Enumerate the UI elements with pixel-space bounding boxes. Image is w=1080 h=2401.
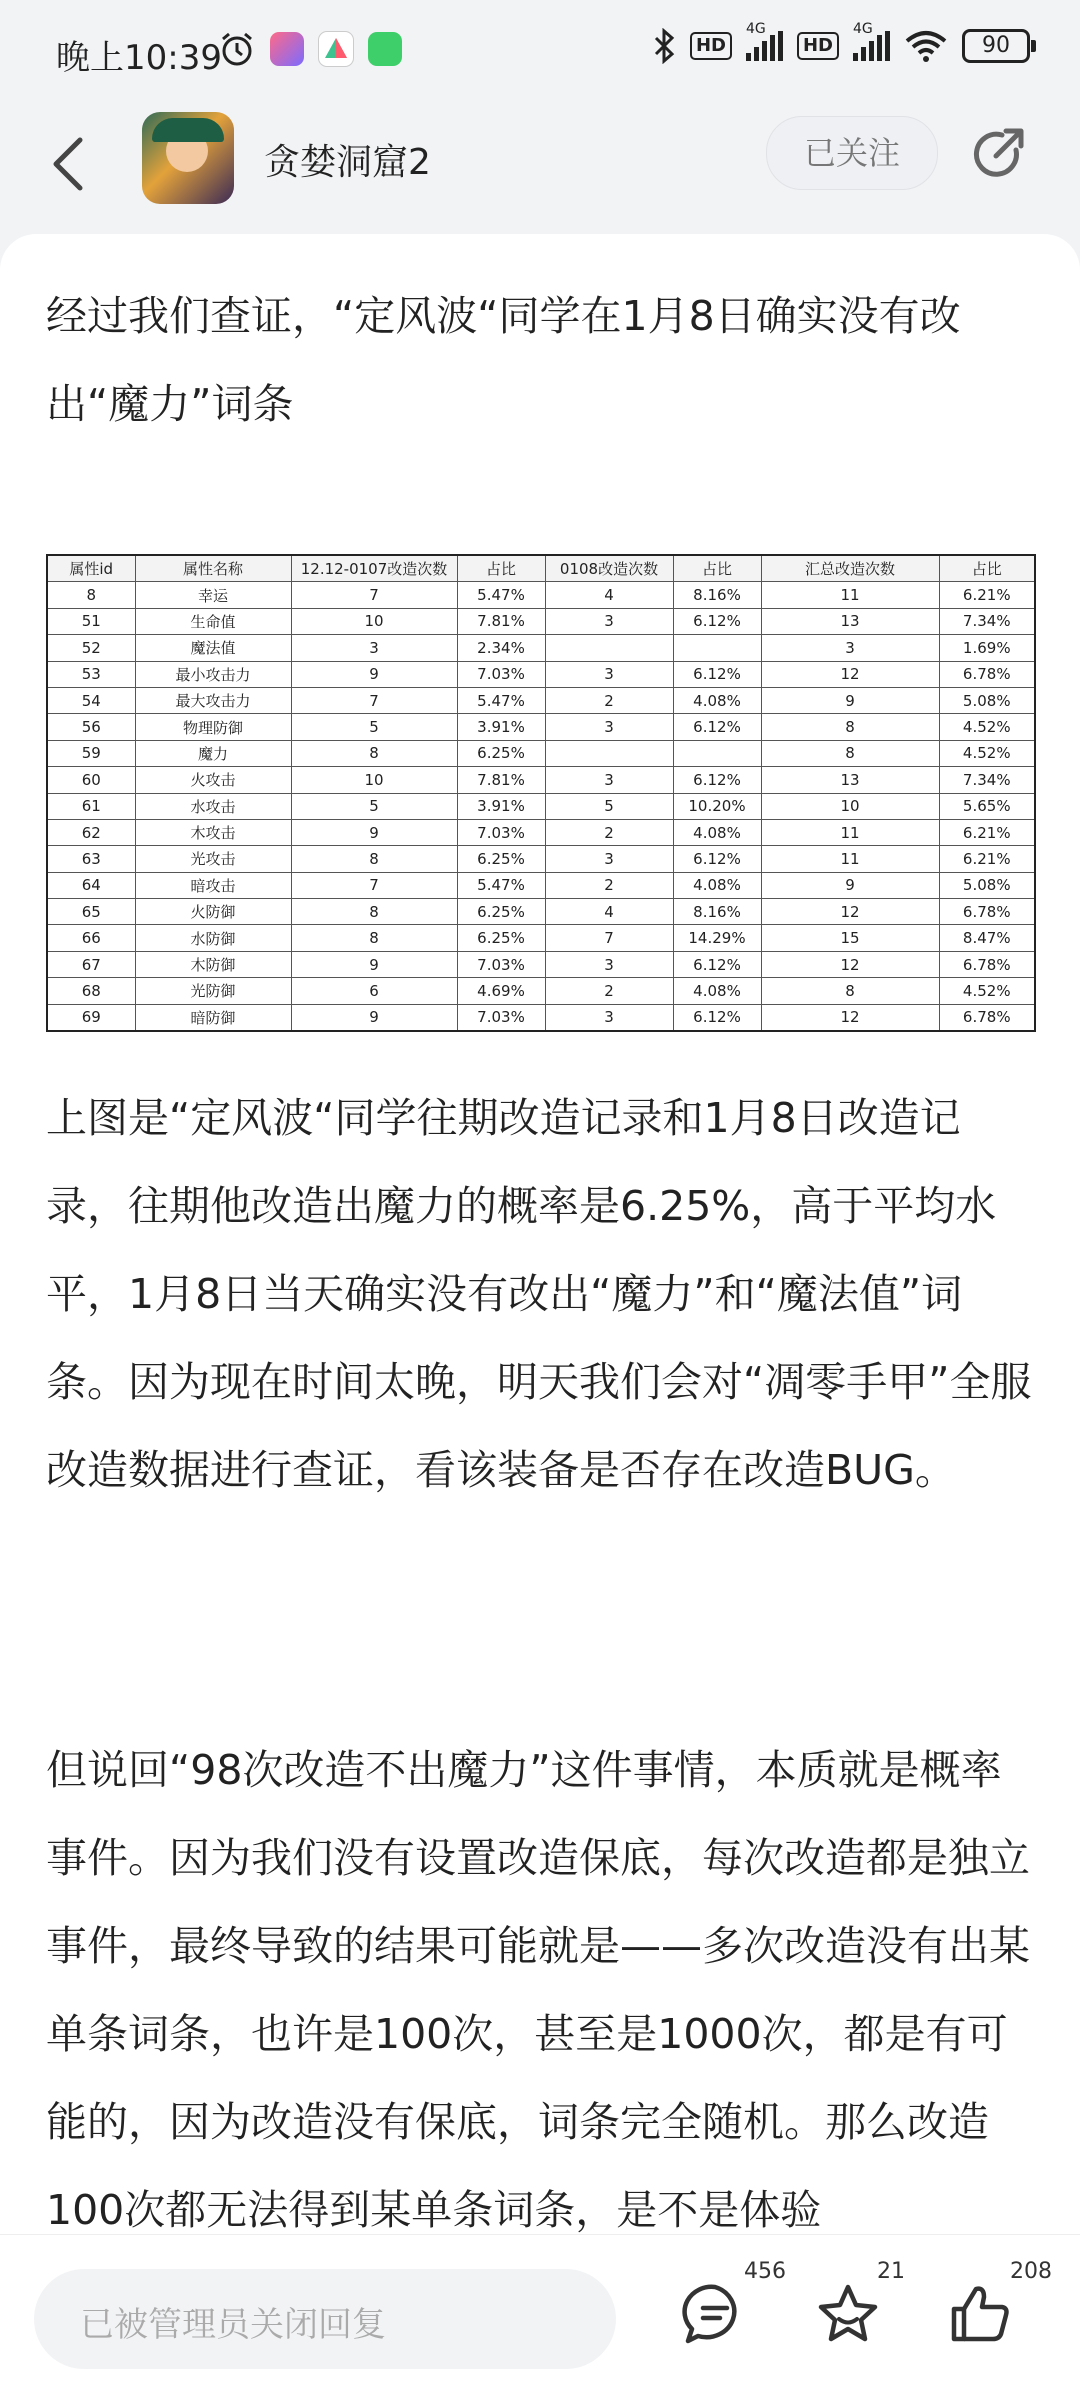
table-row (47, 925, 1035, 951)
thumbs-up-icon (948, 2281, 1014, 2347)
post-paragraph-2: 上图是“定风波“同学往期改造记录和1月8日改造记录，往期他改造出魔力的概率是6.25%，高于平均水平，1月8日当天确实没有改出“魔力”和“魔法值”词条。因为现在时间太晚，明天我们会对“凋零手甲”全服改造数据进行查证，看该装备是否存在改造BUG。 (46, 1094, 1032, 1494)
table-cell (673, 635, 761, 661)
table-header-cell: 占比 (673, 555, 761, 582)
table-cell: 3 (545, 951, 673, 977)
signal-2 (853, 21, 890, 61)
table-cell: 6.21% (939, 582, 1035, 608)
table-cell: 7 (291, 872, 457, 898)
status-time: 晚上10:39 (56, 38, 222, 78)
table-cell: 3 (545, 767, 673, 793)
table-cell: 61 (47, 793, 135, 819)
table-cell: 4.52% (939, 978, 1035, 1004)
table-cell: 53 (47, 661, 135, 687)
table-cell: 3 (545, 846, 673, 872)
table-cell: 3 (545, 608, 673, 634)
table-row (47, 661, 1035, 687)
table-cell: 56 (47, 714, 135, 740)
post-paragraph-1: 经过我们查证，“定风波“同学在1月8日确实没有改出“魔力”词条 (46, 292, 961, 428)
table-cell: 66 (47, 925, 135, 951)
table-cell: 65 (47, 899, 135, 925)
table-cell: 60 (47, 767, 135, 793)
table-cell: 4.08% (673, 819, 761, 845)
table-cell: 6.12% (673, 767, 761, 793)
table-cell: 5.47% (457, 872, 545, 898)
table-cell: 火攻击 (135, 767, 291, 793)
table-cell: 木攻击 (135, 819, 291, 845)
table-cell: 10 (761, 793, 939, 819)
network-type-1: 4G (745, 21, 766, 37)
table-cell: 幸运 (135, 582, 291, 608)
table-cell: 5.65% (939, 793, 1035, 819)
table-cell (673, 740, 761, 766)
table-cell: 3 (545, 1004, 673, 1031)
table-cell: 6.78% (939, 1004, 1035, 1031)
favorite-button[interactable] (815, 2259, 905, 2353)
table-header-cell: 属性名称 (135, 555, 291, 582)
post-content (0, 234, 1080, 2234)
table-cell: 最大攻击力 (135, 687, 291, 713)
table-row (47, 819, 1035, 845)
network-type-2: 4G (853, 21, 873, 37)
table-row (47, 714, 1035, 740)
table-cell: 暗防御 (135, 1004, 291, 1031)
table-cell: 8 (761, 978, 939, 1004)
table-cell: 6.12% (673, 714, 761, 740)
table-cell: 物理防御 (135, 714, 291, 740)
table-cell: 7 (291, 687, 457, 713)
table-cell: 5 (291, 714, 457, 740)
table-cell: 68 (47, 978, 135, 1004)
table-row (47, 951, 1035, 977)
table-cell: 6.78% (939, 951, 1035, 977)
table-cell: 6.21% (939, 846, 1035, 872)
share-icon (970, 126, 1026, 182)
comment-button[interactable] (682, 2259, 786, 2353)
channel-avatar[interactable] (142, 112, 234, 204)
table-header-cell: 占比 (457, 555, 545, 582)
table-cell: 52 (47, 635, 135, 661)
table-cell: 3 (291, 635, 457, 661)
table-cell: 8 (761, 714, 939, 740)
table-cell: 8 (291, 740, 457, 766)
table-cell: 3 (761, 635, 939, 661)
table-row (47, 872, 1035, 898)
table-cell: 12 (761, 951, 939, 977)
table-cell: 67 (47, 951, 135, 977)
table-row (47, 767, 1035, 793)
table-row (47, 740, 1035, 766)
table-row (47, 899, 1035, 925)
table-row (47, 608, 1035, 634)
table-cell: 1.69% (939, 635, 1035, 661)
table-header-cell: 占比 (939, 555, 1035, 582)
table-header-cell: 汇总改造次数 (761, 555, 939, 582)
table-cell (545, 740, 673, 766)
bottom-action-bar (0, 2234, 1080, 2401)
table-row (47, 687, 1035, 713)
table-cell: 9 (291, 951, 457, 977)
table-cell: 6.12% (673, 951, 761, 977)
table-cell: 13 (761, 608, 939, 634)
table-cell: 62 (47, 819, 135, 845)
app-face-icon (368, 32, 402, 66)
table-cell: 5.47% (457, 582, 545, 608)
table-cell: 7 (545, 925, 673, 951)
reply-input[interactable] (34, 2269, 616, 2369)
status-notification-icons (218, 30, 402, 68)
table-cell: 8.16% (673, 899, 761, 925)
channel-title[interactable]: 贪婪洞窟2 (264, 142, 431, 183)
table-cell: 7 (291, 582, 457, 608)
table-cell: 11 (761, 819, 939, 845)
table-cell: 7.03% (457, 1004, 545, 1031)
back-button[interactable] (48, 124, 108, 204)
table-cell: 3 (545, 714, 673, 740)
table-cell: 2 (545, 819, 673, 845)
table-cell: 12 (761, 1004, 939, 1031)
table-cell: 11 (761, 846, 939, 872)
table-cell: 6.25% (457, 925, 545, 951)
favorite-count: 21 (877, 2259, 905, 2284)
table-cell: 4.52% (939, 740, 1035, 766)
table-cell: 14.29% (673, 925, 761, 951)
bluetooth-icon (652, 28, 676, 64)
table-cell: 4.08% (673, 978, 761, 1004)
table-cell: 9 (291, 661, 457, 687)
star-icon (815, 2281, 881, 2347)
table-cell: 水防御 (135, 925, 291, 951)
table-cell: 12 (761, 899, 939, 925)
table-cell: 4 (545, 899, 673, 925)
table-cell: 6.78% (939, 661, 1035, 687)
wifi-icon (904, 29, 948, 63)
status-bar (0, 0, 1080, 104)
table-cell: 魔力 (135, 740, 291, 766)
table-cell: 4.08% (673, 687, 761, 713)
table-cell: 2 (545, 978, 673, 1004)
table-cell: 7.03% (457, 819, 545, 845)
table-cell: 5.08% (939, 872, 1035, 898)
like-count: 208 (1010, 2259, 1052, 2284)
chevron-left-icon (48, 134, 88, 194)
table-cell: 4.08% (673, 872, 761, 898)
table-cell (545, 635, 673, 661)
post-paragraph-3: 但说回“98次改造不出魔力”这件事情，本质就是概率事件。因为我们没有设置改造保底，每次改造都是独立事件，最终导致的结果可能就是——多次改造没有出某单条词条，也许是100次，甚至是1000次，都是有可能的，因为改造没有保底，词条完全随机。那么改造100次都无法得到某单条词条，是不是体验 (46, 1746, 1030, 2234)
table-cell: 6.25% (457, 899, 545, 925)
table-cell: 最小攻击力 (135, 661, 291, 687)
table-cell: 7.81% (457, 767, 545, 793)
table-cell: 6.12% (673, 1004, 761, 1031)
table-row (47, 1004, 1035, 1031)
table-cell: 51 (47, 608, 135, 634)
table-cell: 6.78% (939, 899, 1035, 925)
table-header-cell: 0108改造次数 (545, 555, 673, 582)
table-cell: 10.20% (673, 793, 761, 819)
reply-placeholder: 已被管理员关闭回复 (80, 2305, 386, 2345)
table-cell: 6.12% (673, 608, 761, 634)
table-cell: 12 (761, 661, 939, 687)
table-body (47, 582, 1035, 1031)
comment-icon (682, 2281, 748, 2347)
table-cell: 8.47% (939, 925, 1035, 951)
table-cell: 3.91% (457, 793, 545, 819)
app-triangle-icon (318, 31, 354, 67)
table-cell: 5.47% (457, 687, 545, 713)
table-cell: 7.03% (457, 661, 545, 687)
table-cell: 9 (761, 687, 939, 713)
table-header-cell: 12.12-0107改造次数 (291, 555, 457, 582)
alarm-icon (218, 30, 256, 68)
table-cell: 光攻击 (135, 846, 291, 872)
table-cell: 10 (291, 608, 457, 634)
table-cell: 2 (545, 872, 673, 898)
table-header-cell: 属性id (47, 555, 135, 582)
table-cell: 5 (291, 793, 457, 819)
table-row (47, 635, 1035, 661)
table-cell: 10 (291, 767, 457, 793)
table-cell: 7.34% (939, 608, 1035, 634)
table-cell: 魔法值 (135, 635, 291, 661)
table-cell: 13 (761, 767, 939, 793)
battery-icon: 90 (962, 29, 1030, 63)
table-cell: 6.12% (673, 661, 761, 687)
comment-count: 456 (744, 2259, 786, 2284)
signal-1 (745, 21, 783, 61)
table-cell: 6.12% (673, 846, 761, 872)
table-cell: 69 (47, 1004, 135, 1031)
status-system-icons (652, 21, 1030, 64)
game-center-icon (270, 32, 304, 66)
table-cell: 4.52% (939, 714, 1035, 740)
table-cell: 2 (545, 687, 673, 713)
table-cell: 8 (47, 582, 135, 608)
table-cell: 54 (47, 687, 135, 713)
table-cell: 8 (291, 899, 457, 925)
table-cell: 6.25% (457, 846, 545, 872)
table-row (47, 846, 1035, 872)
table-row (47, 793, 1035, 819)
table-cell: 4 (545, 582, 673, 608)
table-header-row (47, 555, 1035, 582)
table-cell: 光防御 (135, 978, 291, 1004)
table-cell: 59 (47, 740, 135, 766)
table-row (47, 978, 1035, 1004)
hd-badge-2: HD (797, 32, 839, 60)
table-cell: 6 (291, 978, 457, 1004)
table-row (47, 582, 1035, 608)
like-button[interactable] (948, 2259, 1052, 2353)
table-cell: 9 (291, 1004, 457, 1031)
enhancement-record-table (46, 554, 1036, 1032)
table-cell: 暗攻击 (135, 872, 291, 898)
table-cell: 2.34% (457, 635, 545, 661)
table-cell: 63 (47, 846, 135, 872)
table-cell: 8 (291, 846, 457, 872)
table-cell: 8 (761, 740, 939, 766)
table-cell: 4.69% (457, 978, 545, 1004)
table-cell: 7.03% (457, 951, 545, 977)
share-button[interactable] (970, 126, 1026, 182)
table-cell: 7.81% (457, 608, 545, 634)
table-cell: 生命值 (135, 608, 291, 634)
table-cell: 11 (761, 582, 939, 608)
table-cell: 64 (47, 872, 135, 898)
table-cell: 8.16% (673, 582, 761, 608)
table-cell: 6.25% (457, 740, 545, 766)
table-cell: 9 (761, 872, 939, 898)
table-cell: 木防御 (135, 951, 291, 977)
table-cell: 水攻击 (135, 793, 291, 819)
table-cell: 3.91% (457, 714, 545, 740)
table-cell: 5 (545, 793, 673, 819)
hd-badge-1: HD (690, 32, 732, 60)
table-cell: 8 (291, 925, 457, 951)
table-cell: 火防御 (135, 899, 291, 925)
follow-button[interactable]: 已关注 (766, 116, 938, 190)
table-cell: 6.21% (939, 819, 1035, 845)
table-cell: 7.34% (939, 767, 1035, 793)
table-cell: 15 (761, 925, 939, 951)
table-cell: 9 (291, 819, 457, 845)
table-cell: 3 (545, 661, 673, 687)
table-cell: 5.08% (939, 687, 1035, 713)
channel-header (0, 104, 1080, 230)
